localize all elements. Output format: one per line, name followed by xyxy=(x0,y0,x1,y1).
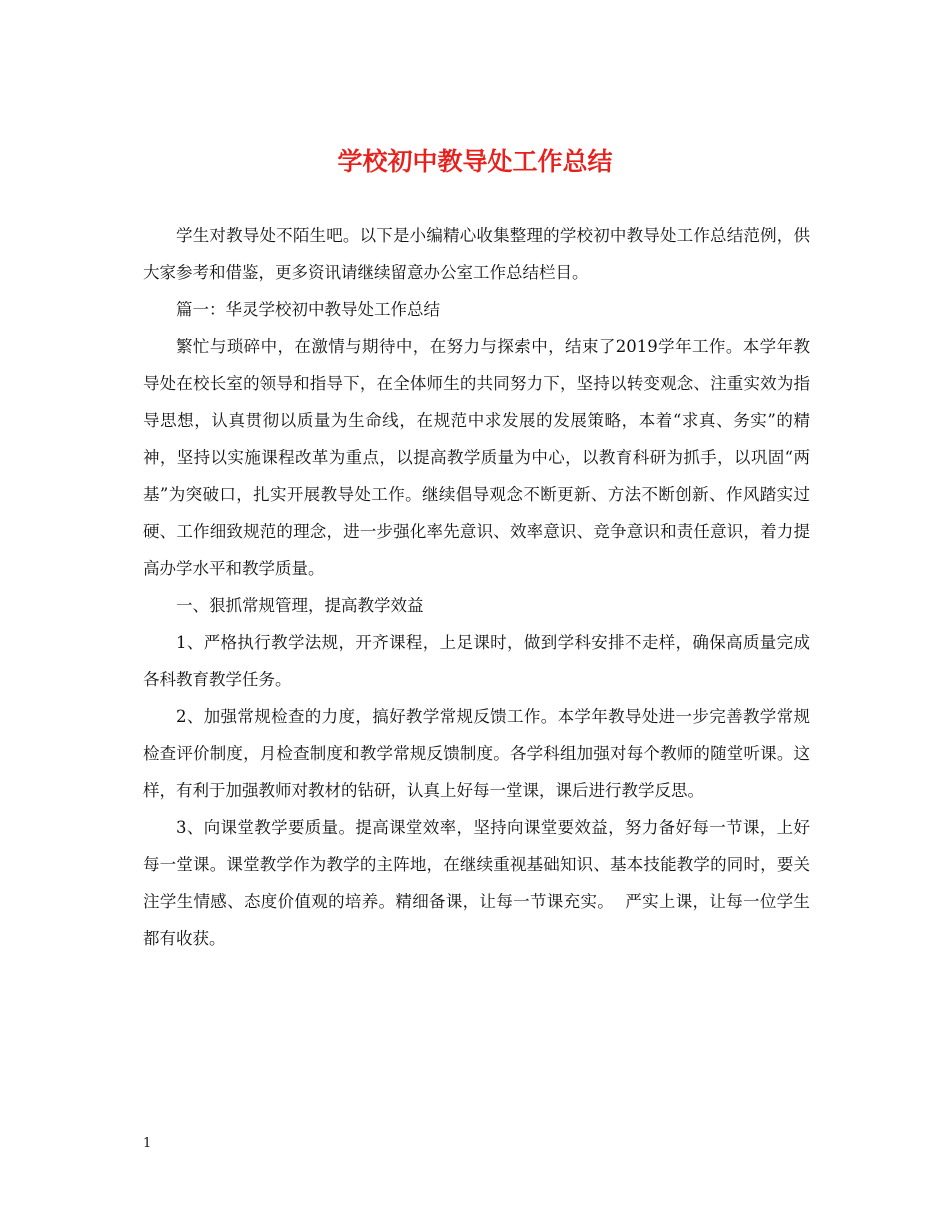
document-body xyxy=(143,217,810,957)
chapter-heading: 篇一：华灵学校初中教导处工作总结 xyxy=(176,300,440,319)
section-heading: 一、狠抓常规管理，提高教学效益 xyxy=(176,596,424,615)
page-number: 1 xyxy=(143,1136,152,1151)
page-title: 学校初中教导处工作总结 xyxy=(337,147,613,176)
intro-paragraph: 学生对教导处不陌生吧。以下是小编精心收集整理的学校初中教导处工作总结范例，供大家参考和借鉴，更多资讯请继续留意办公室工作总结栏目。 xyxy=(143,226,810,282)
item-paragraph-3: 3、向课堂教学要质量。提高课堂效率，坚持向课堂要效益，努力备好每一节课，上好每一堂课。课堂教学作为教学的主阵地，在继续重视基础知识、基本技能教学的同时，要关注学生情感、态度价值观的培养。精细备课，让每一节课充实。 严实上课，让每一位学生都有收获。 xyxy=(143,818,810,948)
item-paragraph-2: 2、加强常规检查的力度，搞好教学常规反馈工作。本学年教导处进一步完善教学常规检查评价制度，月检查制度和教学常规反馈制度。各学科组加强对每个教师的随堂听课。这样，有利于加强教师对教材的钻研，认真上好每一堂课，课后进行教学反思。 xyxy=(143,707,810,800)
summary-paragraph: 繁忙与琐碎中，在激情与期待中，在努力与探索中，结束了2019学年工作。本学年教导处在校长室的领导和指导下，在全体师生的共同努力下，坚持以转变观念、注重实效为指导思想，认真贯彻以质量为生命线，在规范中求发展的发展策略，本着“求真、务实”的精神，坚持以实施课程改革为重点，以提高教学质量为中心，以教育科研为抓手，以巩固“两基”为突破口，扎实开展教导处工作。继续倡导观念不断更新、方法不断创新、作风踏实过硬、工作细致规范的理念，进一步强化率先意识、效率意识、竞争意识和责任意识，着力提高办学水平和教学质量。 xyxy=(143,337,810,578)
item-paragraph-1: 1、严格执行教学法规，开齐课程，上足课时，做到学科安排不走样，确保高质量完成各科教育教学任务。 xyxy=(143,633,810,689)
